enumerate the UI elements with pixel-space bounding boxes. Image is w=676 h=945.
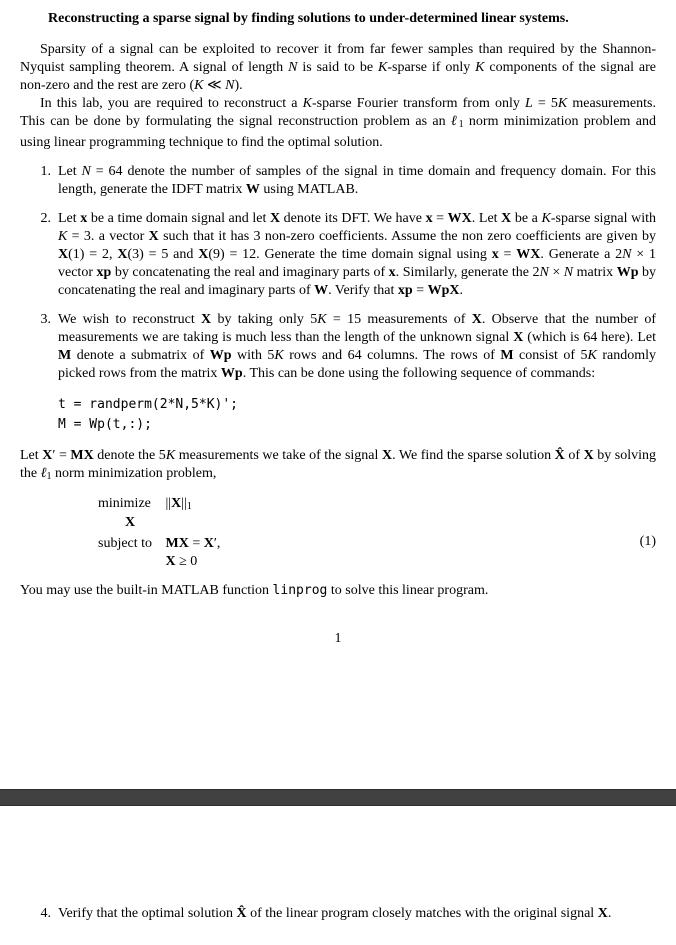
code-block (58, 395, 656, 435)
item-1-text: Let N = 64 denote the number of samples of the signal in time domain and frequency domain. For this length, generate the IDFT matrix W using MATLAB. (58, 164, 657, 198)
equation-objective-row (98, 495, 656, 516)
list-item-1 (20, 163, 656, 199)
page-2-content (0, 806, 676, 923)
equation-constraint-1: MX = X′, (165, 536, 221, 552)
list-item-4 (20, 905, 656, 923)
page-2 (0, 806, 676, 945)
paragraph-linprog: You may use the built-in MATLAB function linprog to solve this linear program. (20, 583, 489, 599)
list-item-2 (20, 210, 656, 300)
equation-block (98, 495, 656, 571)
item-2-text: Let x be a time domain signal and let X denote its DFT. We have x = WX. Let X be a K-sparse signal with K = 3. a vector X such that it has 3 non-zero coefficients. Assume the non zero coefficients are given by X(1) = 2, X(3) = 5 and X(9) = 12. Generate the time domain signal using x = WX. Generate a 2N × 1 vector xp by concatenating the real and imaginary parts of x. Similarly, generate the 2N × N matrix Wp by concatenating the real and imaginary parts of W. Verify that xp = WpX. (58, 211, 657, 299)
equation-min-variable-row (98, 516, 656, 530)
item-4-text: Verify that the optimal solution X̂ of the linear program closely matches with the original signal X. (58, 906, 612, 921)
code-line-randperm: t = randperm(2*N,5*K)'; (58, 397, 239, 413)
page-number: 1 (334, 631, 342, 647)
equation-constraint-row-1 (98, 535, 656, 553)
equation-constraint-row-2 (98, 553, 656, 571)
equation-number: (1) (639, 534, 656, 550)
item-2-number: 2. (40, 211, 51, 227)
item-4-number: 4. (40, 906, 51, 921)
paragraph-lab-intro: In this lab, you are required to reconstruct a K-sparse Fourier transform from only L = 5K measurements. This can be done by formulating the signal reconstruction problem as an ℓ1 norm minimization problem and using linear programming technique to find the optimal solution. (20, 96, 656, 151)
item-3-number: 3. (40, 312, 51, 328)
equation-constraint-2: X ≥ 0 (165, 554, 198, 570)
code-line-submatrix: M = Wp(t,:); (58, 417, 152, 433)
item-1-number: 1. (40, 164, 51, 180)
page-separator-bar (0, 789, 676, 806)
equation-subject-to-label: subject to (98, 536, 153, 552)
item-3-text: We wish to reconstruct X by taking only 5K = 15 measurements of X. Observe that the number of measurements we are taking is much less than the length of the unknown signal X (which is 64 here). Let M denote a submatrix of Wp with 5K rows and 64 columns. The rows of M consist of 5K randomly picked rows from the matrix Wp. This can be done using the following sequence of commands: (58, 312, 657, 382)
paragraph-sparsity: Sparsity of a signal can be exploited to recover it from far fewer samples than required by the Shannon-Nyquist sampling theorem. A signal of length N is said to be K-sparse if only K components of the signal are non-zero and the rest are zero (K ≪ N). (20, 42, 657, 93)
ordered-list (20, 163, 656, 383)
equation-minimize-label: minimize (98, 496, 151, 512)
equation-objective: ||X||1 (165, 496, 192, 513)
paragraph-measurements: Let X′ = MX denote the 5K measurements we take of the signal X. We find the sparse solution X̂ of X by solving the ℓ1 norm minimization problem, (20, 448, 657, 483)
document-title: Reconstructing a sparse signal by finding solutions to under-determined linear systems. (48, 11, 569, 26)
list-item-3 (20, 311, 656, 383)
equation-min-variable: X (124, 515, 136, 531)
